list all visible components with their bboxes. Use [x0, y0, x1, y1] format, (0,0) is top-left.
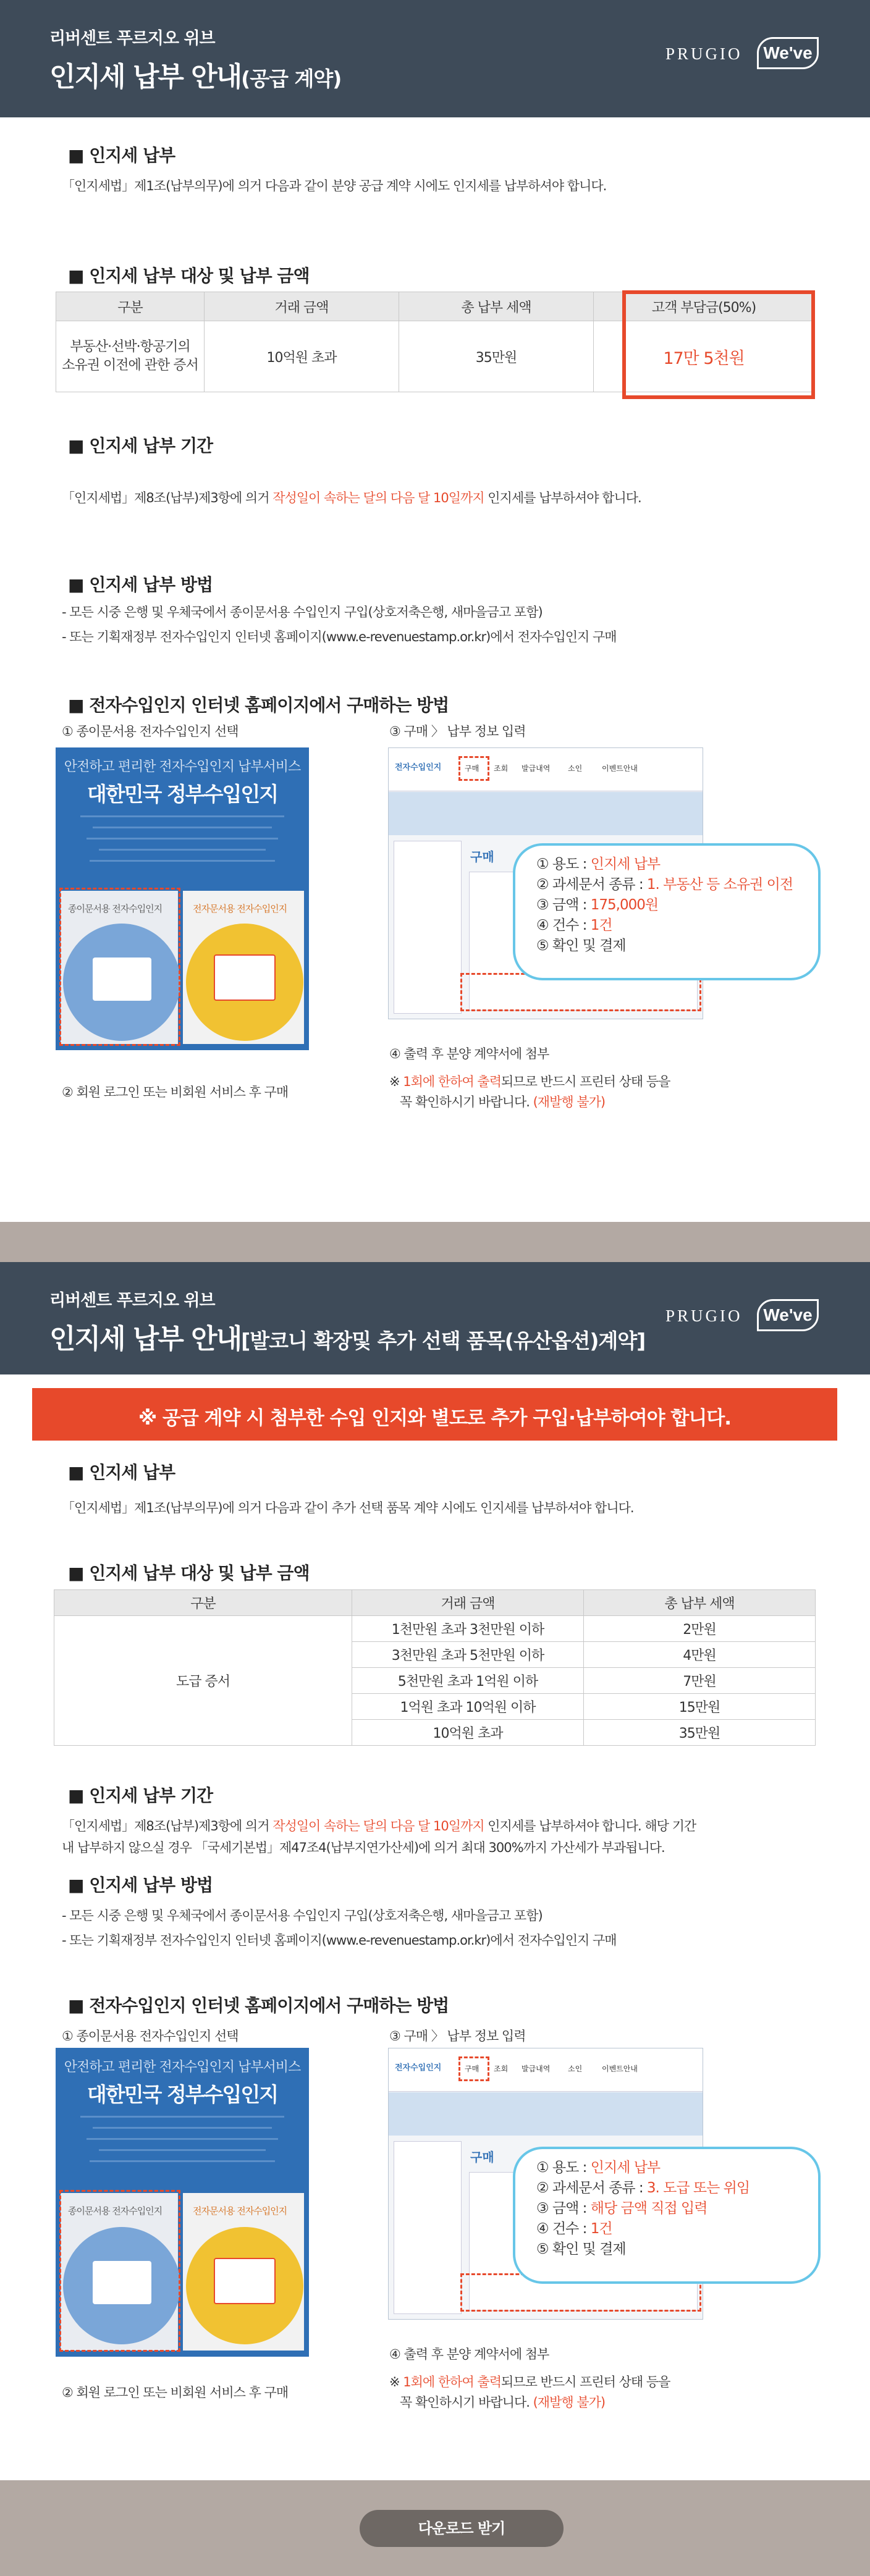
header-title [49, 1316, 645, 1356]
header-2 [0, 1262, 870, 1374]
note-part: 되므로 반드시 프린터 상태 등을 [501, 1074, 670, 1089]
bubble-value: 175,000원 [590, 897, 659, 913]
table-cell: 10억원 초과 [205, 321, 399, 392]
type-line: 부동산·선박·항공기의 [70, 339, 190, 355]
step-label: ④ 출력 후 분양 계약서에 첨부 [389, 1046, 549, 1061]
table-header: 고객 부담금(50%) [594, 292, 814, 321]
screen-deco-line [93, 827, 272, 828]
header-subtitle: 리버센트 푸르지오 위브 [49, 29, 215, 48]
section-text: 「인지세법」제1조(납부의무)에 의거 다음과 같이 추가 선택 품목 계약 시에도 인지세를 납부하셔야 합니다. [62, 1501, 634, 1515]
header-subtitle: 리버센트 푸르지오 위브 [49, 1291, 215, 1310]
note-part: 되므로 반드시 프린터 상태 등을 [501, 2375, 670, 2389]
text-part: 「인지세법」제8조(납부)제3항에 의거 [62, 490, 273, 505]
brand-logo: PRUGIO [665, 44, 743, 63]
text-part: 인지세를 납부하셔야 합니다. [484, 490, 641, 505]
table-header: 구분 [56, 292, 205, 321]
table-header: 거래 금액 [205, 292, 399, 321]
note-highlight: 1회에 한하여 출력 [403, 1074, 501, 1089]
bubble-value: 인지세 납부 [590, 856, 661, 872]
table-cell: 7만원 [584, 1668, 816, 1694]
type-line: 소유권 이전에 관한 증서 [62, 358, 198, 373]
bubble-line [536, 854, 818, 875]
screen-deco-line [93, 2127, 272, 2129]
title-paren: [발코니 확장및 추가 선택 품목(유산옵션)계약] [241, 1329, 646, 1353]
table-cell: 2만원 [584, 1616, 816, 1642]
screen-line2: 대한민국 정부수입인지 [87, 782, 278, 806]
bubble-key: ① 용도 : [536, 856, 591, 872]
text-part: 인지세를 납부하셔야 합니다. 해당 기간 [484, 1819, 696, 1833]
notice-banner-text: ※ 공급 계약 시 첨부한 수입 인지와 별도로 추가 구입·납부하여야 합니다. [138, 1407, 732, 1429]
bubble-value: 해당 금액 직접 입력 [590, 2200, 707, 2216]
bubble-key: ② 과세문서 종류 : [536, 877, 647, 893]
screen-line1: 안전하고 편리한 전자수입인지 납부서비스 [64, 759, 301, 775]
web-heading: 구매 [470, 849, 494, 864]
bubble-line: ⑤ 확인 및 결제 [536, 2241, 626, 2257]
bubble-line [536, 2219, 818, 2239]
tax-table-2 [54, 1589, 816, 1746]
title-paren: (공급 계약) [241, 67, 342, 91]
screen-deco-line [80, 815, 284, 817]
weve-logo: We've [757, 1299, 819, 1331]
table-cell: 35만원 [584, 1720, 816, 1746]
web-heading: 구매 [470, 2150, 494, 2165]
web-sidebar [394, 2141, 462, 2314]
web-banner [389, 792, 703, 835]
step-label: ④ 출력 후 분양 계약서에 첨부 [389, 2347, 549, 2362]
table-cell: 15만원 [584, 1694, 816, 1720]
screen-deco-line [99, 849, 266, 851]
bubble-key: ③ 금액 : [536, 897, 591, 913]
title-main: 인지세 납부 안내 [49, 1323, 242, 1355]
section-text [62, 1816, 696, 1835]
table-cell: 3천만원 초과 5천만원 이하 [352, 1642, 584, 1668]
table-cell-highlight: 17만 5천원 [594, 321, 814, 392]
e-doc-icon [214, 2258, 276, 2304]
section-text [62, 488, 641, 507]
bubble-value: 1. 부동산 등 소유권 이전 [646, 877, 793, 893]
header-1 [0, 0, 870, 117]
table-cell: 도급 증서 [54, 1616, 352, 1746]
print-note [389, 2372, 670, 2413]
web-sidebar [394, 841, 462, 1014]
screen-deco-line [80, 2116, 284, 2118]
method-line: - 모든 시중 은행 및 우체국에서 종이문서용 수입인지 구입(상호저축은행, 새마을금고 포함) [62, 1908, 543, 1923]
title-main: 인지세 납부 안내 [49, 61, 242, 93]
section-title: ■ 인지세 납부 [68, 1462, 175, 1483]
section-separator [0, 1222, 870, 1262]
table-header: 총 납부 세액 [584, 1590, 816, 1616]
section-title: ■ 인지세 납부 [68, 145, 175, 166]
step-label: ③ 구매 〉 납부 정보 입력 [389, 2029, 526, 2044]
section-title: ■ 인지세 납부 대상 및 납부 금액 [68, 1563, 310, 1583]
tab-dashbox [458, 756, 489, 781]
web-tab: 발급내역 [522, 764, 551, 773]
brand-logo: PRUGIO [665, 1307, 743, 1325]
card1-label: 종이문서용 전자수입인지 [68, 2205, 163, 2216]
bubble-value: 1건 [590, 917, 612, 933]
table-cell: 1억원 초과 10억원 이하 [352, 1694, 584, 1720]
bubble-line [536, 2158, 818, 2178]
bubble-key: ④ 건수 : [536, 917, 591, 933]
web-banner [389, 2092, 703, 2136]
web-logo: 전자수입인지 [395, 763, 442, 772]
table-cell: 5천만원 초과 1억원 이하 [352, 1668, 584, 1694]
web-tab: 소인 [568, 764, 583, 773]
step-label: ② 회원 로그인 또는 비회원 서비스 후 구매 [62, 1085, 289, 1100]
note-part: ※ [389, 1074, 403, 1089]
bubble-line [536, 2199, 818, 2219]
note-highlight: (재발행 불가) [533, 2395, 606, 2410]
bubble-value: 인지세 납부 [590, 2160, 661, 2176]
selection-dashbox [59, 2190, 180, 2352]
section-title: ■ 전자수입인지 인터넷 홈페이지에서 구매하는 방법 [68, 1995, 449, 2016]
screen-deco-line [90, 2160, 275, 2162]
web-tab: 이벤트안내 [602, 2065, 638, 2073]
bubble-line [536, 915, 818, 936]
section-title: ■ 인지세 납부 기간 [68, 1785, 213, 1806]
table-cell: 4만원 [584, 1642, 816, 1668]
step-label: ① 종이문서용 전자수입인지 선택 [62, 2029, 239, 2044]
web-tab: 조회 [494, 764, 509, 773]
web-tab: 조회 [494, 2065, 509, 2073]
screen-line2: 대한민국 정부수입인지 [87, 2082, 278, 2107]
bubble-value: 3. 도급 또는 위임 [646, 2180, 750, 2196]
web-tab: 구매 [465, 764, 479, 773]
table-cell [56, 321, 205, 392]
note-highlight: 1회에 한하여 출력 [403, 2375, 501, 2389]
section-title: ■ 인지세 납부 기간 [68, 436, 213, 456]
step-label: ② 회원 로그인 또는 비회원 서비스 후 구매 [62, 2385, 289, 2400]
e-doc-icon [214, 954, 276, 1001]
screen-line1: 안전하고 편리한 전자수입인지 납부서비스 [64, 2060, 301, 2075]
table-cell: 1천만원 초과 3천만원 이하 [352, 1616, 584, 1642]
section-text: 「인지세법」제1조(납부의무)에 의거 다음과 같이 분양 공급 계약 시에도 인지세를 납부하셔야 합니다. [62, 179, 607, 193]
screen-deco-line [87, 838, 278, 840]
download-button[interactable]: 다운로드 받기 [360, 2510, 564, 2547]
screen-deco-line [87, 2138, 278, 2140]
bubble-line [536, 2178, 818, 2199]
bubble-line [536, 895, 818, 915]
table-cell: 35만원 [399, 321, 594, 392]
note-highlight: (재발행 불가) [533, 1095, 606, 1109]
selection-dashbox [59, 888, 180, 1046]
step-label: ③ 구매 〉 납부 정보 입력 [389, 724, 526, 739]
method-line: - 또는 기획재정부 전자수입인지 인터넷 홈페이지(www.e-revenuestamp.or.kr)에서 전자수입인지 구매 [62, 1933, 617, 1948]
bubble-key: ① 용도 : [536, 2160, 591, 2176]
table-header: 구분 [54, 1590, 352, 1616]
bubble-line [536, 875, 818, 895]
bubble-key: ④ 건수 : [536, 2221, 591, 2237]
note-part: 꼭 확인하시기 바랍니다. [400, 1095, 533, 1109]
print-note [389, 1072, 670, 1113]
web-logo: 전자수입인지 [395, 2063, 442, 2073]
section-title: ■ 인지세 납부 대상 및 납부 금액 [68, 266, 310, 286]
text-highlight: 작성일이 속하는 달의 다음 달 10일까지 [272, 490, 484, 505]
section-title: ■ 전자수입인지 인터넷 홈페이지에서 구매하는 방법 [68, 695, 449, 715]
text-part: 「인지세법」제8조(납부)제3항에 의거 [62, 1819, 273, 1833]
card2-label: 전자문서용 전자수입인지 [193, 2205, 287, 2216]
card1-label: 종이문서용 전자수입인지 [68, 903, 163, 914]
section-title: ■ 인지세 납부 방법 [68, 575, 213, 595]
text-highlight: 작성일이 속하는 달의 다음 달 10일까지 [272, 1819, 484, 1833]
bubble-value: 1건 [590, 2221, 612, 2237]
note-part: ※ [389, 2375, 403, 2389]
web-tab: 구매 [465, 2065, 479, 2073]
section-text: 내 납부하지 않으실 경우 「국세기본법」제47조4(납부지연가산세)에 의거 최대 300%까지 가산세가 부과됩니다. [62, 1840, 665, 1855]
web-tab: 발급내역 [522, 2065, 551, 2073]
note-part: 꼭 확인하시기 바랍니다. [400, 2395, 533, 2410]
bubble-key: ② 과세문서 종류 : [536, 2180, 647, 2196]
section-title: ■ 인지세 납부 방법 [68, 1875, 213, 1895]
step-label: ① 종이문서용 전자수입인지 선택 [62, 724, 239, 739]
info-bubble [513, 843, 821, 980]
table-header: 거래 금액 [352, 1590, 584, 1616]
header-title [49, 54, 341, 94]
tab-dashbox [458, 2056, 489, 2081]
screen-deco-line [90, 860, 275, 862]
web-tab: 소인 [568, 2065, 583, 2073]
weve-logo: We've [757, 37, 819, 69]
bubble-line: ⑤ 확인 및 결제 [536, 938, 626, 954]
method-line: - 모든 시중 은행 및 우체국에서 종이문서용 수입인지 구입(상호저축은행, 새마을금고 포함) [62, 605, 543, 620]
info-bubble [513, 2147, 821, 2284]
highlight-box [622, 290, 815, 399]
method-line: - 또는 기획재정부 전자수입인지 인터넷 홈페이지(www.e-revenuestamp.or.kr)에서 전자수입인지 구매 [62, 629, 617, 644]
card2-label: 전자문서용 전자수입인지 [193, 903, 287, 914]
web-tab: 이벤트안내 [602, 764, 638, 773]
table-cell: 10억원 초과 [352, 1720, 584, 1746]
table-header: 총 납부 세액 [399, 292, 594, 321]
screen-deco-line [99, 2149, 266, 2151]
bubble-key: ③ 금액 : [536, 2200, 591, 2216]
